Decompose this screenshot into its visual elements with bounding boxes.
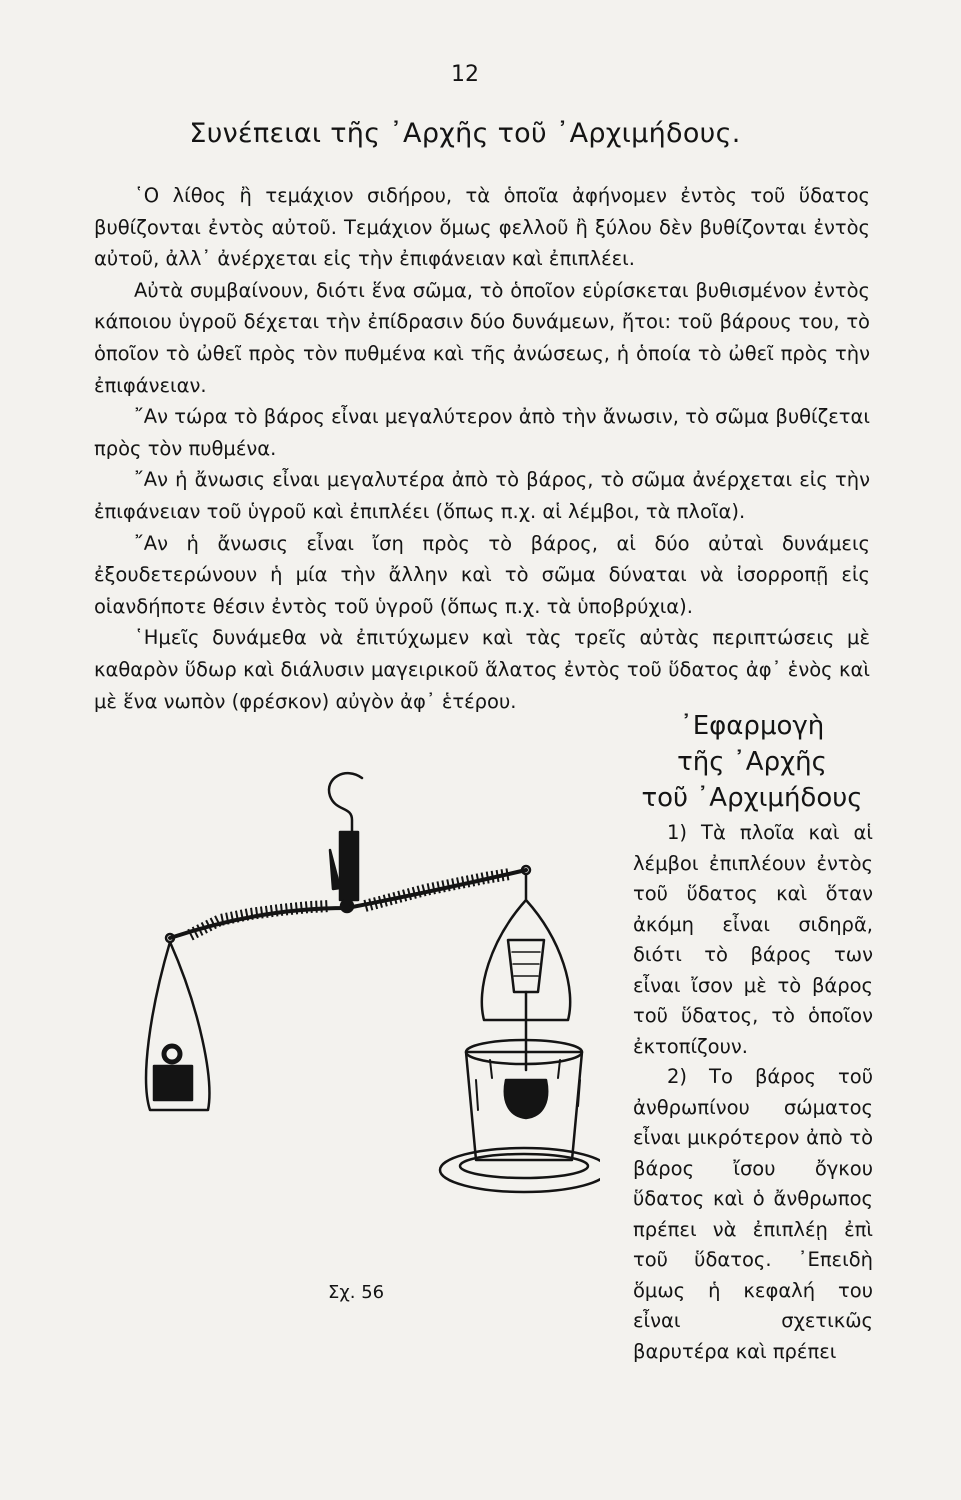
- saucer-inner: [460, 1154, 588, 1178]
- section-title-line: τοῦ ᾿Αρχιμήδους: [641, 783, 863, 813]
- section-title-line: τῆς ᾿Αρχῆς: [677, 747, 827, 777]
- hanger: [340, 832, 358, 900]
- paragraph: ῎Αν ἡ ἄνωσις εἶναι μεγαλυτέρα ἀπὸ τὸ βάρος, τὸ σῶμα ἀνέρχεται εἰς τὴν ἐπιφάνειαν τοῦ ὑγροῦ καὶ ἐπιπλέει (ὅπως π.χ. αἱ λέμβοι, τὰ πλοῖα).: [94, 468, 870, 523]
- section-title: [622, 708, 882, 816]
- balance-figure: [140, 760, 600, 1270]
- section-text: [633, 818, 873, 1367]
- hook: [329, 773, 362, 835]
- paragraph: ῾Ημεῖς δυνάμεθα νὰ ἐπιτύχωμεν καὶ τὰς τρεῖς αὐτὰς περιπτώσεις μὲ καθαρὸν ὕδωρ καὶ διάλυσιν μαγειρικοῦ ἅλατος ἐντὸς τοῦ ὕδατος ἀφ᾿ ἑνὸς καὶ μὲ ἕνα νωπὸν (φρέσκον) αὐγὸν ἀφ᾿ ἑτέρου.: [94, 626, 870, 713]
- main-text: [94, 180, 870, 717]
- weight: [154, 1066, 192, 1100]
- weight-ring: [164, 1046, 180, 1062]
- pointer: [330, 850, 340, 889]
- section-paragraph: 2) Το βάρος τοῦ ἀνθρωπίνου σώματος εἶναι μικρότερον ἀπὸ τὸ βάρος ἴσου ὄγκου ὕδατος καὶ ὁ ἄνθρωπος πρέπει νὰ ἐπιπλέῃ ἐπὶ τοῦ ὕδατος. ᾿Επειδὴ ὅμως ἡ κεφαλή του εἶναι σχετικῶς βαρυτέρα καὶ πρέπει: [633, 1065, 873, 1363]
- section-title-line: ᾿Εφαρμογὴ: [679, 711, 825, 741]
- section-paragraph: 1) Τὰ πλοῖα καὶ αἱ λέμβοι ἐπιπλέουν ἐντὸς τοῦ ὕδατος καὶ ὅταν ἀκόμη εἶναι σιδηρᾶ, διότι τὸ βάρος των εἶναι ἴσον μὲ τὸ βάρος τοῦ ὕδατος, τὸ ὁποῖον ἐκτοπίζουν.: [633, 821, 873, 1058]
- paragraph: ῎Αν τώρα τὸ βάρος εἶναι μεγαλύτερον ἀπὸ τὴν ἄνωσιν, τὸ σῶμα βυθίζεται πρὸς τὸν πυθμένα.: [94, 405, 870, 460]
- immersed-object: [505, 1080, 547, 1118]
- figure-caption: Σχ. 56: [328, 1282, 385, 1303]
- page-number: 12: [451, 62, 479, 87]
- balance-illustration: [140, 760, 600, 1270]
- paragraph: ῾Ο λίθος ἢ τεμάχιον σιδήρου, τὰ ὁποῖα ἀφήνομεν ἐντὸς τοῦ ὕδατος βυθίζονται ἐντὸς αὐτοῦ. Τεμάχιον ὅμως φελλοῦ ἢ ξύλου δὲν βυθίζονται ἐντὸς αὐτοῦ, ἀλλ᾿ ἀνέρχεται εἰς τὴν ἐπιφάνειαν καὶ ἐπιπλέει.: [94, 184, 870, 271]
- page-title: Συνέπειαι τῆς ᾿Αρχῆς τοῦ ᾿Αρχιμήδους.: [189, 118, 741, 149]
- beaker: [508, 940, 544, 992]
- beaker-lines: [512, 952, 540, 976]
- paragraph: ῎Αν ἡ ἄνωσις εἶναι ἴση πρὸς τὸ βάρος, αἱ δύο αὐταὶ δυνάμεις ἐξουδετερώνουν ἡ μία τὴν ἄλλην καὶ τὸ σῶμα δύναται νὰ ἰσορροπῇ εἰς οἱανδήποτε θέσιν ἐντὸς τοῦ ὑγροῦ (ὅπως π.χ. τὰ ὑποβρύχια).: [94, 531, 870, 618]
- paragraph: Αὐτὰ συμβαίνουν, διότι ἕνα σῶμα, τὸ ὁποῖον εὑρίσκεται βυθισμένον ἐντὸς κάποιου ὑγροῦ δέχεται τὴν ἐπίδρασιν δύο δυνάμεων, ἤτοι: τοῦ βάρους του, τὸ ὁποῖον τὸ ὠθεῖ πρὸς τὸν πυθμένα καὶ τῆς ἀνώσεως, ἡ ὁποία τὸ ὠθεῖ πρὸς τὴν ἐπιφάνειαν.: [94, 278, 870, 397]
